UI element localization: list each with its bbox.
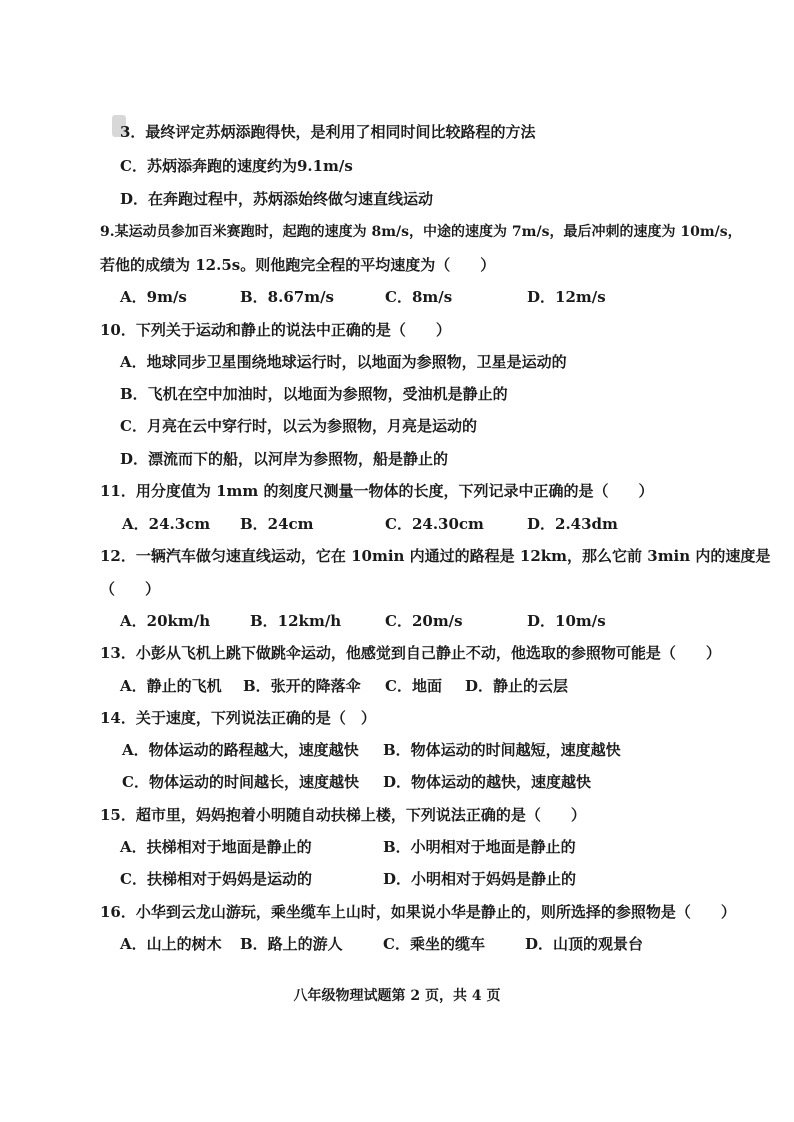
q15-option-d: D．小明相对于妈妈是静止的 bbox=[383, 870, 577, 888]
q13-option-d: D．静止的云层 bbox=[465, 677, 569, 695]
q13-option-c: C．地面 bbox=[385, 677, 442, 695]
q12-stem-line1: 12．一辆汽车做匀速直线运动，它在 10min 内通过的路程是 12km，那么它前 3min 内的速度是 bbox=[100, 547, 771, 565]
q10-option-c: C．月亮在云中穿行时，以云为参照物，月亮是运动的 bbox=[120, 417, 477, 435]
q16-option-d: D．山顶的观景台 bbox=[525, 935, 644, 953]
q15-option-b: B．小明相对于地面是静止的 bbox=[383, 838, 576, 856]
q12-option-d: D．10m/s bbox=[527, 612, 606, 630]
q9-option-d: D．12m/s bbox=[527, 288, 606, 306]
q12-option-b: B．12km/h bbox=[250, 612, 342, 630]
q11-option-a: A．24.3cm bbox=[122, 515, 211, 533]
q10-stem: 10．下列关于运动和静止的说法中正确的是（ ） bbox=[100, 321, 451, 339]
q16-option-c: C．乘坐的缆车 bbox=[383, 935, 485, 953]
q10-option-d: D．漂流而下的船，以河岸为参照物，船是静止的 bbox=[120, 450, 449, 468]
page-footer: 八年级物理试题第 2 页，共 4 页 bbox=[293, 988, 501, 1004]
q11-stem: 11．用分度值为 1mm 的刻度尺测量一物体的长度，下列记录中正确的是（ ） bbox=[100, 482, 654, 500]
q10-option-a: A．地球同步卫星围绕地球运行时，以地面为参照物，卫星是运动的 bbox=[120, 353, 567, 371]
q16-stem: 16．小华到云龙山游玩，乘坐缆车上山时，如果说小华是静止的，则所选择的参照物是（ ） bbox=[100, 903, 736, 921]
q16-option-b: B．路上的游人 bbox=[240, 935, 343, 953]
q14-option-d: D．物体运动的越快，速度越快 bbox=[383, 773, 592, 791]
q8-option-c: C．苏炳添奔跑的速度约为9.1m/s bbox=[120, 157, 353, 175]
q13-stem: 13．小彭从飞机上跳下做跳伞运动，他感觉到自己静止不动，他选取的参照物可能是（ ） bbox=[100, 644, 721, 662]
q8-option-d: D．在奔跑过程中，苏炳添始终做匀速直线运动 bbox=[120, 190, 434, 208]
q12-stem-line2: （ ） bbox=[100, 580, 161, 598]
q11-option-b: B．24cm bbox=[240, 515, 314, 533]
q11-option-c: C．24.30cm bbox=[385, 515, 484, 533]
q9-option-a: A．9m/s bbox=[120, 288, 187, 306]
q16-option-a: A．山上的树木 bbox=[120, 935, 222, 953]
q12-option-c: C．20m/s bbox=[385, 612, 463, 630]
q14-option-a: A．物体运动的路程越大，速度越快 bbox=[122, 741, 359, 759]
q13-option-a: A．静止的飞机 bbox=[120, 677, 222, 695]
q12-option-a: A．20km/h bbox=[120, 612, 211, 630]
q15-option-c: C．扶梯相对于妈妈是运动的 bbox=[120, 870, 312, 888]
q15-option-a: A．扶梯相对于地面是静止的 bbox=[120, 838, 312, 856]
q9-option-b: B．8.67m/s bbox=[240, 288, 335, 306]
q15-stem: 15．超市里，妈妈抱着小明随自动扶梯上楼，下列说法正确的是（ ） bbox=[100, 806, 586, 824]
q14-option-c: C．物体运动的时间越长，速度越快 bbox=[122, 773, 359, 791]
q14-stem: 14．关于速度，下列说法正确的是（ ） bbox=[100, 709, 376, 727]
q13-option-b: B．张开的降落伞 bbox=[243, 677, 361, 695]
q14-option-b: B．物体运动的时间越短，速度越快 bbox=[383, 741, 621, 759]
q9-option-c: C．8m/s bbox=[385, 288, 453, 306]
q11-option-d: D．2.43dm bbox=[527, 515, 618, 533]
q9-stem-line1: 9.某运动员参加百米赛跑时，起跑的速度为 8m/s，中途的速度为 7m/s，最后冲刺的速度为 10m/s， bbox=[100, 224, 742, 240]
q8-option-b: 3．最终评定苏炳添跑得快，是利用了相同时间比较路程的方法 bbox=[120, 123, 536, 141]
q10-option-b: B．飞机在空中加油时，以地面为参照物，受油机是静止的 bbox=[120, 385, 508, 403]
q9-stem-line2: 若他的成绩为 12.5s。则他跑完全程的平均速度为（ ） bbox=[100, 256, 496, 274]
